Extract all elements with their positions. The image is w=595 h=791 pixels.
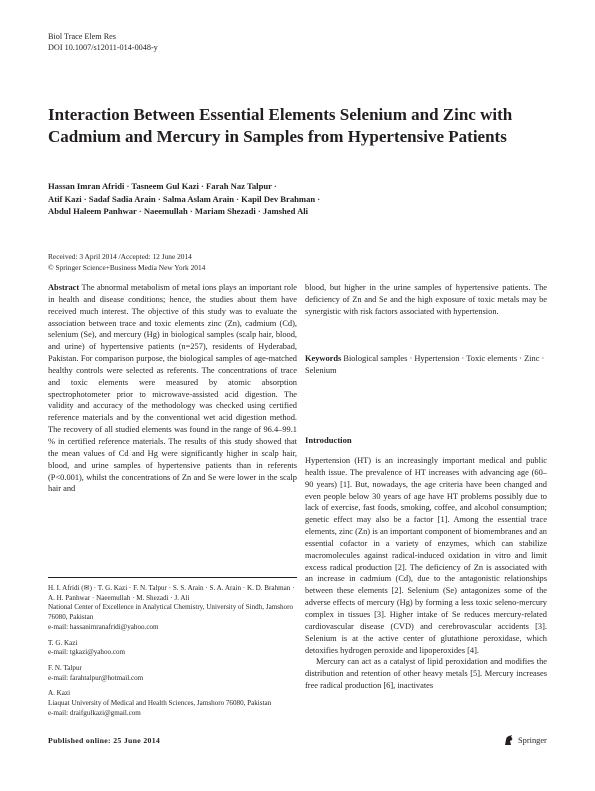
affiliation-institution: Liaquat University of Medical and Health Sciences, Jamshoro 76080, Pakistan [48,699,272,708]
affiliation-email[interactable]: e-mail: draifgulkazi@gmail.com [48,708,141,717]
introduction-heading: Introduction [305,435,352,445]
affiliations [48,584,297,718]
author-line: Abdul Haleem Panhwar · Naeemullah · Mariam Shezadi · Jamshed Ali [48,206,309,217]
keywords-label: Keywords [305,354,342,363]
author-list [48,180,558,218]
doi[interactable]: DOI 10.1007/s12011-014-0048-y [48,43,158,52]
published-online: Published online: 25 June 2014 [48,736,161,745]
affiliation-email[interactable]: e-mail: farahtalpur@hotmail.com [48,673,144,682]
copyright: © Springer Science+Business Media New York 2014 [48,262,206,272]
abstract-right [305,282,547,318]
publisher-logo [503,734,547,746]
publisher-name: Springer [518,735,547,745]
journal-name: Biol Trace Elem Res [48,32,116,41]
springer-horse-icon [503,734,515,746]
author-line: Atif Kazi · Sadaf Sadia Arain · Salma Aslam Arain · Kapil Dev Brahman · [48,193,321,204]
author-line: Hassan Imran Afridi · Tasneem Gul Kazi · Farah Naz Talpur · [48,181,277,191]
abstract-left [48,282,297,495]
keywords-text: Biological samples · Hypertension · Toxic elements · Zinc · Selenium [305,354,545,375]
abstract-text: The abnormal metabolism of metal ions plays an important role in health and disease conditions; hence, the studies about them have received much interest. The objective of this study was to evaluate the association between trace and toxic elements zinc (Zn), cadmium (Cd), selenium (Se), and mercury (Hg) in biological samples (scalp hair, blood, and urine) of hypertensive patients (n=257), residents of Hyderabad, Pakistan. For comparison purpose, the biological samples of age-matched healthy controls were selected as referents. The concentrations of trace and toxic elements were measured by atomic absorption spectrophotometer prior to microwave-assisted acid digestion. The validity and accuracy of the methodology was checked using certified reference materials and by the conventional wet acid digestion method. The recovery of all studied elements was found in the range of 96.4–99.1 % in certified reference materials. The results of this study showed that the mean values of Cd and Hg were significantly higher in scalp hair, blood, and urine samples of hypertensive patients than in referents (P<0.001), whilst the concentrations of Zn and Se were lower in the scalp hair and [48,283,297,494]
journal-header [48,31,158,53]
intro-paragraph: Mercury can act as a catalyst of lipid peroxidation and modifies the distribution and retention of other heavy metals [5]. Mercury increases free radical production [6], inactivates [305,657,547,691]
dates [48,252,205,273]
abstract-text-cont: blood, but higher in the urine samples of hypertensive patients. The deficiency of Zn and Se and the high exposure of toxic metals may be synergistic with risk factors associated with hypertension. [305,283,547,316]
affiliation-author: A. Kazi [48,689,71,698]
intro-paragraph: Hypertension (HT) is an increasingly important medical and public health issue. The prevalence of HT increases with advancing age (60–90 years) [1]. But, nowadays, the age criteria have been changed and even people below 30 years of age have HT problems possibly due to lack of exercise, fast foods, smoking, coffee, and alcohol consumption; genetic effect may also be a factor [1]. Among the essential trace elements, zinc (Zn) is an important component of biomembranes and an essential cofactor in a variety of enzymes, which can stabilize macromolecules against radical-induced oxidation in vitro and limit excess radical production [2]. The deficiency of Zn is associated with an increase in cadmium (Cd), due to the antagonistic relationships between these elements [2]. Selenium (Se) antagonizes some of the adverse effects of mercury (Hg) by forming a less toxic seleno-mercury complex in tissues [3]. Higher intake of Se reduces mercury-related cardiovascular disease (CVD) and cerebrovascular accidents [3]. Selenium is at the active center of glutathione peroxidase, which detoxifies hydrogen peroxide and lipoperoxides [4]. [305,456,547,655]
received-date: Received: 3 April 2014 /Accepted: 12 June 2014 [48,252,192,261]
footnote-divider [48,577,297,578]
affiliation-institution: National Center of Excellence in Analytical Chemistry, University of Sindh, Jamshoro 76080, Pakistan [48,603,294,622]
affiliation-email[interactable]: e-mail: hassanimranafridi@yahoo.com [48,622,159,631]
affiliation-author: T. G. Kazi [48,638,78,647]
keywords [305,353,547,377]
affiliation-email[interactable]: e-mail: tgkazi@yahoo.com [48,648,126,657]
paper-title: Interaction Between Essential Elements Selenium and Zinc with Cadmium and Mercury in Samples from Hypertensive Patients [48,105,513,146]
affiliation-author: F. N. Talpur [48,663,82,672]
abstract-label: Abstract [48,283,80,292]
affiliation-authors: H. I. Afridi (✉) · T. G. Kazi · F. N. Talpur · S. S. Arain · S. A. Arain · K. D. Brahman · A. H. Panhwar · Naeemullah · M. Shezadi · J. Ali [48,584,295,602]
introduction-body [305,455,547,692]
